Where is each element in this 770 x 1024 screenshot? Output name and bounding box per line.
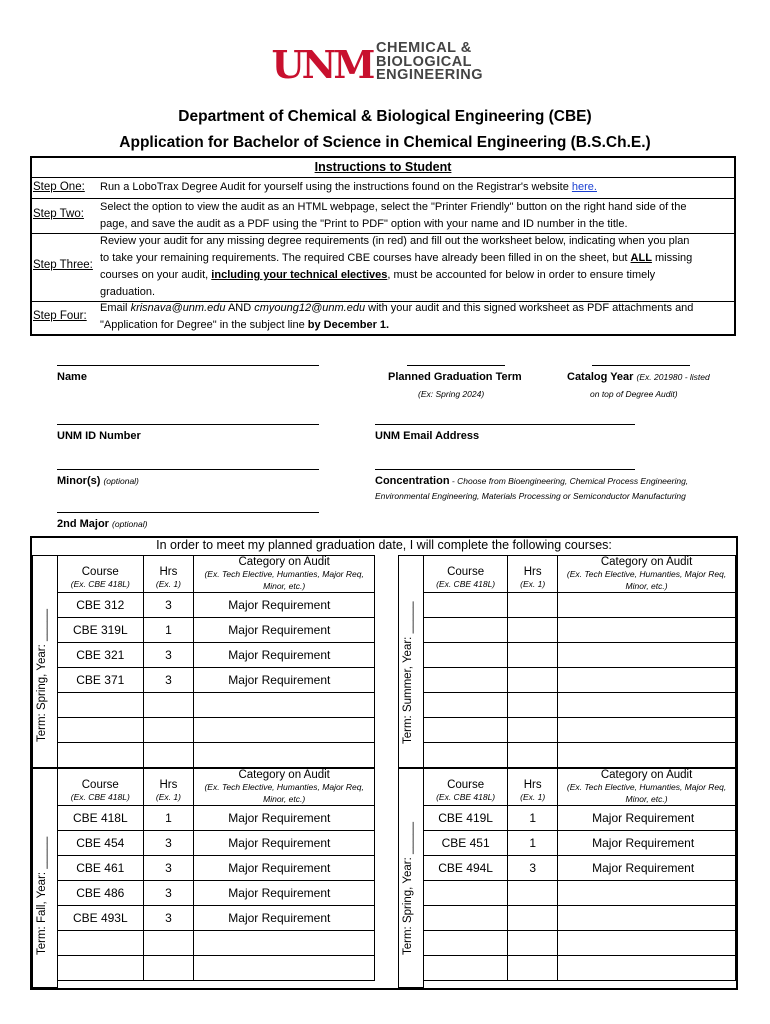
- step-three-text: [100, 233, 730, 301]
- step-three-line-3-b: , must be accounted for below in order to ensure timely: [387, 269, 656, 281]
- category-cell[interactable]: [558, 881, 736, 906]
- category-cell[interactable]: [558, 693, 736, 718]
- category-cell[interactable]: [194, 743, 375, 768]
- header-example: (Ex. CBE 418L): [70, 792, 130, 802]
- category-cell[interactable]: [558, 931, 736, 956]
- step-three-all: ALL: [630, 252, 652, 264]
- unm-id-label: UNM ID Number: [57, 430, 141, 442]
- hrs-cell[interactable]: [508, 906, 558, 931]
- course-cell[interactable]: CBE 451: [424, 831, 508, 856]
- registrar-link[interactable]: here.: [571, 181, 597, 193]
- header-example: (Ex. 1): [520, 792, 546, 802]
- step-four-and: AND: [225, 302, 255, 314]
- table-header-row: [58, 769, 375, 806]
- table-row: [58, 593, 375, 618]
- header-example: (Ex. Tech Elective, Humanties, Major Req,: [566, 782, 727, 792]
- step-three-line-2-b: missing: [651, 252, 693, 264]
- hrs-cell[interactable]: 3: [508, 856, 558, 881]
- course-table: [57, 555, 375, 768]
- table-row: [424, 718, 736, 743]
- table-row: [58, 718, 375, 743]
- hrs-cell[interactable]: [508, 743, 558, 768]
- minor-input-line[interactable]: [57, 469, 319, 470]
- step-two-text: [100, 199, 730, 233]
- second-major-note: (optional): [112, 519, 148, 529]
- table-row: [424, 881, 736, 906]
- unm-email-label: UNM Email Address: [375, 430, 480, 442]
- table-fall: [57, 768, 375, 981]
- table-header-row: [424, 556, 736, 593]
- grad-term-label: Planned Graduation Term: [388, 371, 522, 383]
- header-course: [424, 769, 508, 806]
- term-spring-2-label[interactable]: Term: Spring, Year: _____: [402, 822, 414, 955]
- course-cell[interactable]: [424, 881, 508, 906]
- concentration-note-b: Environmental Engineering, Materials Processing or Semiconductor Manufacturing: [375, 491, 686, 501]
- hrs-cell[interactable]: 1: [508, 806, 558, 831]
- category-cell[interactable]: [194, 693, 375, 718]
- header-main: Hrs: [159, 779, 178, 791]
- step-three-line-3-a: courses on your audit,: [100, 269, 212, 281]
- step-two-label: Step Two:: [33, 208, 84, 220]
- catalog-year-input-line[interactable]: [592, 365, 690, 366]
- step-three-line-2: [100, 250, 730, 267]
- email-cmyoung12: cmyoung12@unm.edu: [254, 302, 366, 314]
- category-cell[interactable]: [194, 956, 375, 981]
- header-main: Course: [447, 779, 485, 791]
- hrs-cell[interactable]: [508, 931, 558, 956]
- course-cell[interactable]: [58, 693, 144, 718]
- minor-label-text: Minor(s): [57, 475, 101, 487]
- course-cell[interactable]: [58, 956, 144, 981]
- course-cell[interactable]: [424, 906, 508, 931]
- course-cell[interactable]: CBE 454: [58, 831, 144, 856]
- course-cell[interactable]: CBE 371: [58, 668, 144, 693]
- table-row: [58, 881, 375, 906]
- course-cell[interactable]: [424, 931, 508, 956]
- hrs-cell[interactable]: [508, 956, 558, 981]
- table-row: [58, 668, 375, 693]
- step-four-email-prefix: Email: [100, 302, 131, 314]
- header-example: (Ex. 1): [155, 579, 181, 589]
- course-cell[interactable]: CBE 493L: [58, 906, 144, 931]
- hrs-cell[interactable]: 3: [143, 593, 194, 618]
- step-three-line-4: graduation.: [100, 286, 156, 298]
- hrs-cell[interactable]: [143, 743, 194, 768]
- step-four-line-1: [100, 300, 730, 317]
- concentration-input-line[interactable]: [375, 469, 635, 470]
- minor-label: [57, 475, 139, 487]
- step-four-label: Step Four:: [33, 310, 87, 322]
- header-example: Minor, etc.): [625, 794, 668, 804]
- category-cell[interactable]: Major Requirement: [558, 806, 736, 831]
- course-cell[interactable]: [424, 643, 508, 668]
- category-cell[interactable]: [558, 618, 736, 643]
- step-two-line-1: Select the option to view the audit as an HTML webpage, select the "Printer Friendly" button on the right hand side of the: [100, 201, 687, 213]
- header-category-cell: [558, 769, 736, 806]
- catalog-year-label: [567, 371, 710, 383]
- catalog-year-label-text: Catalog Year: [567, 371, 634, 383]
- hrs-cell[interactable]: [508, 668, 558, 693]
- header-course: [424, 556, 508, 593]
- course-cell[interactable]: [424, 618, 508, 643]
- step-three-line-3: [100, 267, 730, 284]
- step-two-line-2: page, and save the audit as a PDF using the "Print to PDF" option with your name and ID number in the title.: [100, 218, 628, 230]
- header-example: Minor, etc.): [263, 794, 306, 804]
- table-row: [58, 831, 375, 856]
- hrs-cell[interactable]: 1: [143, 618, 194, 643]
- step-one-label: Step One:: [33, 181, 85, 193]
- course-cell[interactable]: CBE 494L: [424, 856, 508, 881]
- header-category: Category on Audit: [238, 769, 330, 781]
- name-input-line[interactable]: [57, 365, 319, 366]
- table-row: [424, 956, 736, 981]
- wordmark-line-3: ENGINEERING: [376, 67, 484, 83]
- header-example: Minor, etc.): [625, 581, 668, 591]
- table-row: [424, 931, 736, 956]
- category-cell[interactable]: [558, 956, 736, 981]
- table-row: [58, 906, 375, 931]
- table-row: [58, 956, 375, 981]
- table-row: [424, 856, 736, 881]
- wordmark-line-1: CHEMICAL &: [376, 40, 472, 56]
- hrs-cell[interactable]: [143, 693, 194, 718]
- logo-letters: UNM: [271, 42, 373, 87]
- category-cell[interactable]: Major Requirement: [194, 881, 375, 906]
- course-table: [423, 555, 736, 768]
- concentration-label: [375, 475, 688, 487]
- category-cell[interactable]: [558, 718, 736, 743]
- table-row: [58, 743, 375, 768]
- header-example: (Ex. 1): [155, 792, 181, 802]
- step-four-line-2-a: "Application for Degree" in the subject line: [100, 319, 308, 331]
- header-example: (Ex. 1): [520, 579, 546, 589]
- header-main: Hrs: [523, 779, 542, 791]
- hrs-cell[interactable]: [143, 956, 194, 981]
- course-plan-title: In order to meet my planned graduation date, I will complete the following courses:: [156, 538, 612, 552]
- hrs-cell[interactable]: 3: [143, 831, 194, 856]
- step-one-text: [100, 179, 730, 196]
- application-title: Application for Bachelor of Science in Chemical Engineering (B.S.Ch.E.): [119, 134, 651, 151]
- header-course: [58, 556, 144, 593]
- course-cell[interactable]: CBE 312: [58, 593, 144, 618]
- category-cell[interactable]: [558, 593, 736, 618]
- header-main: Hrs: [523, 566, 542, 578]
- hrs-cell[interactable]: [508, 618, 558, 643]
- course-cell[interactable]: [424, 743, 508, 768]
- header-category-cell: [194, 769, 375, 806]
- table-header-row: [58, 556, 375, 593]
- course-cell[interactable]: CBE 321: [58, 643, 144, 668]
- department-wordmark: [376, 42, 483, 83]
- table-spring-2: [423, 768, 736, 981]
- header-example: (Ex. CBE 418L): [436, 792, 496, 802]
- table-row: [424, 668, 736, 693]
- category-cell[interactable]: Major Requirement: [194, 856, 375, 881]
- table-row: [58, 806, 375, 831]
- header-example: Minor, etc.): [263, 581, 306, 591]
- header-category-cell: [194, 556, 375, 593]
- deadline: by December 1.: [307, 319, 390, 331]
- header-category: Category on Audit: [238, 556, 330, 568]
- header-main: Course: [81, 779, 119, 791]
- grad-term-input-line[interactable]: [407, 365, 505, 366]
- step-four-text: [100, 300, 730, 334]
- table-spring-1: [57, 555, 375, 768]
- step-three-line-2-a: to take your remaining requirements. The required CBE courses have already been filled in on the sheet, but: [100, 252, 631, 264]
- table-row: [424, 831, 736, 856]
- step-three-tech-electives: including your technical electives: [211, 269, 388, 281]
- table-row: [424, 806, 736, 831]
- term-fall-label[interactable]: Term: Fall, Year: _____: [36, 836, 48, 955]
- step-one-body: Run a LoboTrax Degree Audit for yourself using the instructions found on the Registrar's website: [100, 181, 572, 193]
- course-cell[interactable]: [58, 931, 144, 956]
- header-main: Course: [447, 566, 485, 578]
- table-row: [424, 643, 736, 668]
- category-cell[interactable]: [558, 743, 736, 768]
- header-main: Course: [81, 566, 119, 578]
- course-cell[interactable]: [424, 593, 508, 618]
- second-major-input-line[interactable]: [57, 512, 319, 513]
- step-four-line-1-b: with your audit and this signed worksheet as PDF attachments and: [365, 302, 694, 314]
- header-hrs: [143, 556, 194, 593]
- step-four-line-2: [100, 317, 730, 334]
- header-category: Category on Audit: [600, 556, 693, 568]
- hrs-cell[interactable]: [508, 718, 558, 743]
- grad-term-note: (Ex: Spring 2024): [418, 389, 485, 399]
- category-cell[interactable]: [558, 643, 736, 668]
- category-cell[interactable]: Major Requirement: [194, 618, 375, 643]
- header-course: [58, 769, 144, 806]
- category-cell[interactable]: Major Requirement: [194, 593, 375, 618]
- course-cell[interactable]: CBE 319L: [58, 618, 144, 643]
- instructions-divider: [30, 177, 736, 178]
- table-row: [424, 618, 736, 643]
- hrs-cell[interactable]: 3: [143, 906, 194, 931]
- table-row: [58, 618, 375, 643]
- wordmark-line-2: BIOLOGICAL: [376, 53, 473, 70]
- hrs-cell[interactable]: [143, 931, 194, 956]
- table-row: [58, 856, 375, 881]
- course-cell[interactable]: [424, 956, 508, 981]
- header-hrs: [143, 769, 194, 806]
- course-cell[interactable]: [424, 718, 508, 743]
- header-example: (Ex. Tech Elective, Humanties, Major Req,: [566, 569, 727, 579]
- table-summer: [423, 555, 736, 768]
- email-krisnava: krisnava@unm.edu: [130, 302, 226, 314]
- hrs-cell[interactable]: [508, 643, 558, 668]
- table-row: [424, 693, 736, 718]
- course-cell[interactable]: CBE 461: [58, 856, 144, 881]
- catalog-year-note-a: (Ex. 201980 - listed: [636, 372, 710, 382]
- header-example: (Ex. CBE 418L): [436, 579, 496, 589]
- header-example: (Ex. CBE 418L): [70, 579, 130, 589]
- second-major-label-text: 2nd Major: [57, 518, 109, 530]
- category-cell[interactable]: Major Requirement: [558, 856, 736, 881]
- course-cell[interactable]: CBE 486: [58, 881, 144, 906]
- hrs-cell[interactable]: 3: [143, 643, 194, 668]
- name-label: Name: [57, 371, 87, 383]
- term-spring-1-label[interactable]: Term: Spring, Year: _____: [36, 609, 48, 742]
- category-cell[interactable]: Major Requirement: [194, 831, 375, 856]
- category-cell[interactable]: [558, 906, 736, 931]
- category-cell[interactable]: Major Requirement: [558, 831, 736, 856]
- table-row: [424, 743, 736, 768]
- course-table: [57, 768, 375, 981]
- table-row: [58, 693, 375, 718]
- category-cell[interactable]: Major Requirement: [194, 906, 375, 931]
- term-summer-label[interactable]: Term: Summer, Year: _____: [402, 601, 414, 744]
- table-row: [424, 593, 736, 618]
- header-category-cell: [558, 556, 736, 593]
- minor-note: (optional): [103, 476, 139, 486]
- hrs-cell[interactable]: 3: [143, 881, 194, 906]
- course-cell[interactable]: CBE 418L: [58, 806, 144, 831]
- concentration-label-text: Concentration: [375, 475, 450, 487]
- hrs-cell[interactable]: 1: [508, 831, 558, 856]
- unm-id-input-line[interactable]: [57, 424, 319, 425]
- category-cell[interactable]: [558, 668, 736, 693]
- course-cell[interactable]: CBE 419L: [424, 806, 508, 831]
- concentration-note-a: - Choose from Bioengineering, Chemical Process Engineering,: [449, 476, 689, 486]
- category-cell[interactable]: [194, 931, 375, 956]
- hrs-cell[interactable]: [508, 693, 558, 718]
- course-cell[interactable]: [58, 718, 144, 743]
- hrs-cell[interactable]: [508, 881, 558, 906]
- table-row: [58, 643, 375, 668]
- course-cell[interactable]: [424, 693, 508, 718]
- step-three-label: Step Three:: [33, 259, 93, 271]
- hrs-cell[interactable]: 3: [143, 856, 194, 881]
- hrs-cell[interactable]: [508, 593, 558, 618]
- course-table: [423, 768, 736, 981]
- hrs-cell[interactable]: 3: [143, 668, 194, 693]
- category-cell[interactable]: Major Requirement: [194, 806, 375, 831]
- category-cell[interactable]: Major Requirement: [194, 668, 375, 693]
- unm-email-input-line[interactable]: [375, 424, 635, 425]
- header-example: (Ex. Tech Elective, Humanties, Major Req,: [204, 569, 364, 579]
- category-cell[interactable]: [194, 718, 375, 743]
- hrs-cell[interactable]: [143, 718, 194, 743]
- catalog-year-note-b: on top of Degree Audit): [590, 389, 678, 399]
- course-cell[interactable]: [424, 668, 508, 693]
- second-major-label: [57, 518, 147, 530]
- table-header-row: [424, 769, 736, 806]
- category-cell[interactable]: Major Requirement: [194, 643, 375, 668]
- table-row: [58, 931, 375, 956]
- header-hrs: [508, 556, 558, 593]
- header-example: (Ex. Tech Elective, Humanties, Major Req,: [204, 782, 364, 792]
- header-main: Hrs: [159, 566, 178, 578]
- table-row: [424, 906, 736, 931]
- course-cell[interactable]: [58, 743, 144, 768]
- header-category: Category on Audit: [600, 769, 693, 781]
- hrs-cell[interactable]: 1: [143, 806, 194, 831]
- header-hrs: [508, 769, 558, 806]
- instructions-title: Instructions to Student: [314, 160, 452, 174]
- step-three-line-1: Review your audit for any missing degree requirements (in red) and fill out the worksheet below, indicating when you plan: [100, 235, 690, 247]
- unm-logo-icon: [271, 38, 373, 87]
- department-title: Department of Chemical & Biological Engineering (CBE): [178, 108, 592, 125]
